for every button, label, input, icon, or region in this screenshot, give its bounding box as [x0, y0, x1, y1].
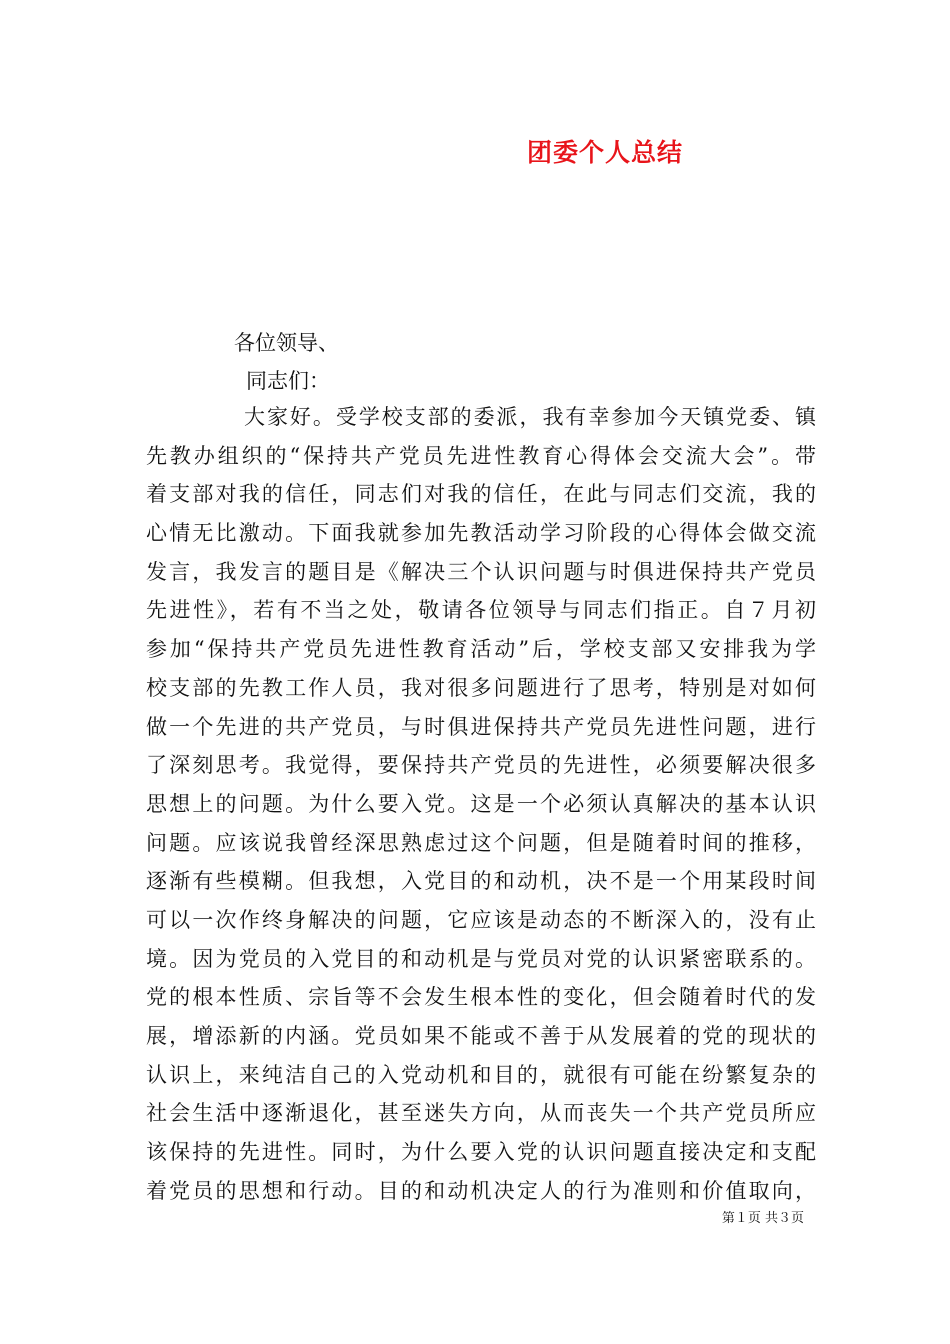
body-text-line: 社会生活中逐渐退化，甚至迷失方向，从而丧失一个共产党员所应: [146, 1101, 816, 1126]
body-text-line: 做一个先进的共产党员，与时俱进保持共产党员先进性问题，进行: [146, 714, 816, 739]
body-text-line: 展，增添新的内涵。党员如果不能或不善于从发展着的党的现状的: [146, 1024, 816, 1048]
salutation-leaders: 各位领导、: [234, 331, 339, 355]
body-text-line: 认识上，来纯洁自己的入党动机和目的，就很有可能在纷繁复杂的: [146, 1062, 816, 1087]
body-text-line: 心情无比激动。下面我就参加先教活动学习阶段的心得体会做交流: [146, 521, 816, 546]
body-text-line: 先教办组织的“保持共产党员先进性教育心得体会交流大会”。带: [146, 443, 816, 468]
body-text-line: 问题。应该说我曾经深思熟虑过这个问题，但是随着时间的推移，: [146, 830, 816, 855]
body-text-line: 校支部的先教工作人员，我对很多问题进行了思考，特别是对如何: [146, 675, 816, 700]
body-text-line: 党的根本性质、宗旨等不会发生根本性的变化，但会随着时代的发: [146, 985, 816, 1010]
body-text-line: 大家好。受学校支部的委派，我有幸参加今天镇党委、镇: [244, 405, 816, 429]
body-text-line: 了深刻思考。我觉得，要保持共产党员的先进性，必须要解决很多: [146, 753, 816, 778]
document-title: 团委个人总结: [527, 138, 684, 167]
body-text-line: 参加“保持共产党员先进性教育活动”后，学校支部又安排我为学: [146, 637, 816, 662]
body-text-line: 该保持的先进性。同时，为什么要入党的认识问题直接决定和支配: [146, 1140, 816, 1165]
page-footer: 第１页 共３页: [721, 1211, 804, 1226]
body-text-line: 思想上的问题。为什么要入党。这是一个必须认真解决的基本认识: [146, 791, 816, 816]
body-text-line: 境。因为党员的入党目的和动机是与党员对党的认识紧密联系的。: [146, 946, 816, 971]
salutation-comrades: 同志们：: [246, 369, 330, 393]
body-text-line: 先进性》，若有不当之处，敬请各位领导与同志们指正。自７月初: [146, 598, 816, 623]
body-text-line: 着党员的思想和行动。目的和动机决定人的行为准则和价值取向，: [146, 1178, 816, 1203]
body-text-line: 发言，我发言的题目是《解决三个认识问题与时俱进保持共产党员: [146, 559, 816, 584]
body-paragraph: [146, 398, 816, 1210]
body-text-line: 逐渐有些模糊。但我想，入党目的和动机，决不是一个用某段时间: [146, 869, 816, 894]
body-text-line: 可以一次作终身解决的问题，它应该是动态的不断深入的，没有止: [146, 907, 816, 932]
body-text-line: 着支部对我的信任，同志们对我的信任，在此与同志们交流，我的: [146, 482, 816, 507]
